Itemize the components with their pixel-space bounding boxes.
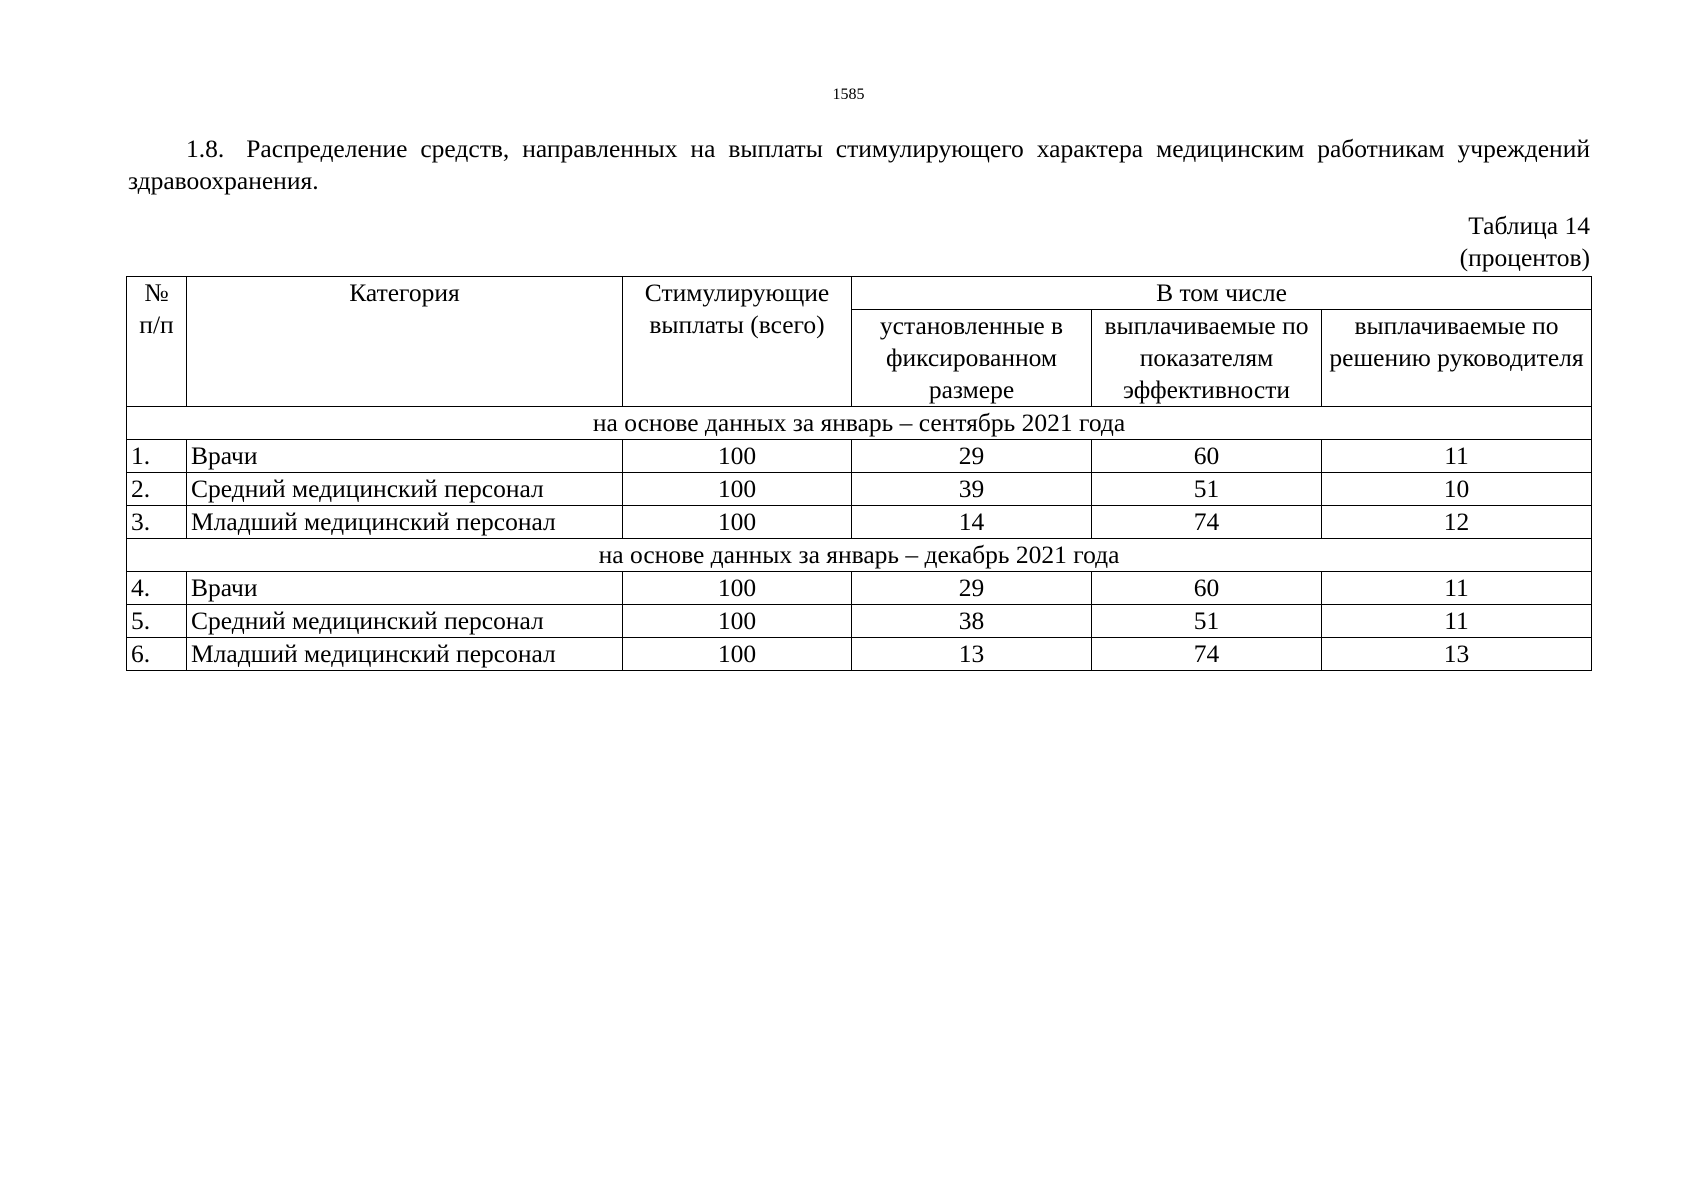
row-category: Врачи: [187, 440, 623, 473]
row-manager: 13: [1322, 638, 1592, 671]
row-manager: 11: [1322, 440, 1592, 473]
row-category: Младший медицинский персонал: [187, 506, 623, 539]
row-fixed: 13: [852, 638, 1092, 671]
row-total: 100: [623, 605, 852, 638]
section-number: 1.8.: [186, 134, 225, 163]
table-unit: (процентов): [1459, 243, 1590, 272]
header-fixed: установленные в фиксированном размере: [852, 310, 1092, 407]
table-row: [127, 638, 1592, 671]
row-efficiency: 60: [1092, 572, 1322, 605]
data-table: [126, 276, 1592, 671]
section-heading: [128, 133, 1590, 197]
row-efficiency: 51: [1092, 473, 1322, 506]
row-efficiency: 74: [1092, 638, 1322, 671]
row-fixed: 39: [852, 473, 1092, 506]
row-efficiency: 51: [1092, 605, 1322, 638]
row-category: Средний медицинский персонал: [187, 473, 623, 506]
table-row: [127, 440, 1592, 473]
row-total: 100: [623, 506, 852, 539]
header-group: В том числе: [852, 277, 1592, 310]
table-caption: [1460, 210, 1590, 274]
table-row: [127, 506, 1592, 539]
row-category: Средний медицинский персонал: [187, 605, 623, 638]
section-title: на основе данных за январь – сентябрь 2021 года: [127, 407, 1592, 440]
header-total: Стимулирующие выплаты (всего): [623, 277, 852, 407]
table-row: [127, 605, 1592, 638]
row-category: Врачи: [187, 572, 623, 605]
row-num: 3.: [127, 506, 187, 539]
row-manager: 10: [1322, 473, 1592, 506]
header-category: Категория: [187, 277, 623, 407]
row-num: 5.: [127, 605, 187, 638]
table-row: [127, 572, 1592, 605]
row-num: 6.: [127, 638, 187, 671]
page-number: 1585: [832, 86, 865, 103]
row-manager: 11: [1322, 572, 1592, 605]
row-manager: 11: [1322, 605, 1592, 638]
row-manager: 12: [1322, 506, 1592, 539]
row-efficiency: 60: [1092, 440, 1322, 473]
row-total: 100: [623, 440, 852, 473]
row-total: 100: [623, 473, 852, 506]
row-num: 2.: [127, 473, 187, 506]
section-title: на основе данных за январь – декабрь 2021 года: [127, 539, 1592, 572]
table-label: Таблица 14: [1468, 211, 1590, 240]
header-manager: выплачиваемые по решению руководителя: [1322, 310, 1592, 407]
row-total: 100: [623, 638, 852, 671]
section-text: Распределение средств, направленных на выплаты стимулирующего характера медицинским работникам учреждений здравоохранения.: [128, 134, 1590, 195]
header-num: № п/п: [127, 277, 187, 407]
row-fixed: 14: [852, 506, 1092, 539]
row-total: 100: [623, 572, 852, 605]
table-row: [127, 473, 1592, 506]
row-num: 4.: [127, 572, 187, 605]
row-fixed: 29: [852, 440, 1092, 473]
row-fixed: 38: [852, 605, 1092, 638]
row-efficiency: 74: [1092, 506, 1322, 539]
row-fixed: 29: [852, 572, 1092, 605]
row-num: 1.: [127, 440, 187, 473]
row-category: Младший медицинский персонал: [187, 638, 623, 671]
header-efficiency: выплачиваемые по показателям эффективности: [1092, 310, 1322, 407]
